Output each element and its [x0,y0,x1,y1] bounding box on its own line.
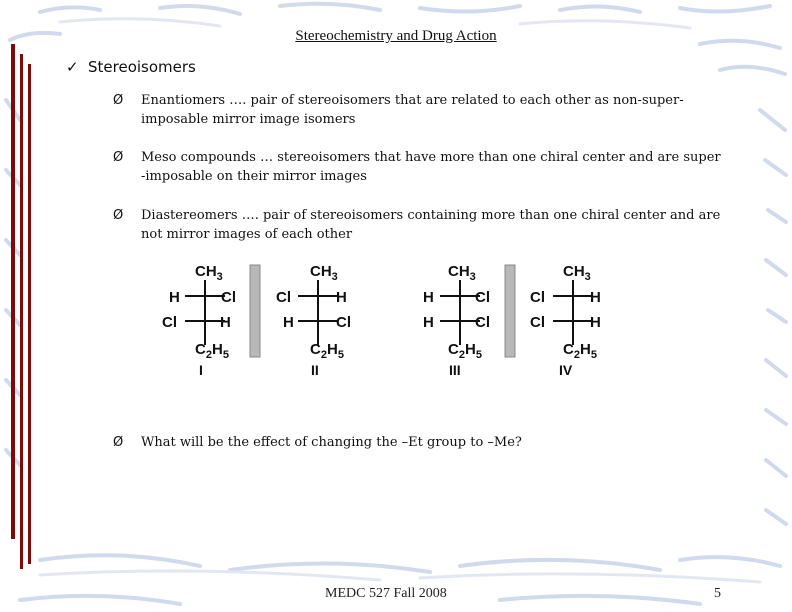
bottom-group: $C_2H_5$ [310,341,344,361]
bullet-line: imposable mirror image isomers [141,112,356,127]
substituent-left: Cl [530,289,545,306]
slide-title: Stereochemistry and Drug Action [295,28,497,44]
substituent-right: Cl [221,289,236,306]
structure-label: II [311,362,319,378]
bottom-group: $C_2H_5$ [448,341,482,361]
substituent-left: H [169,289,180,306]
bullet-line: Diastereomers …. pair of stereoisomers containing more than one chiral center and are [141,208,721,223]
substituent-left: Cl [276,289,291,306]
substituent-right: Cl [336,314,351,331]
substituent-right: H [336,289,347,306]
bullet-line: -imposable on their mirror images [141,169,367,184]
substituent-left: H [283,314,294,331]
structure-I [162,263,236,378]
structure-II [276,263,351,378]
arrow-bullet-icon: Ø [113,150,124,165]
top-group: $CH_3$ [310,263,338,283]
arrow-bullet-icon: Ø [113,435,124,450]
bullet-line: not mirror images of each other [141,227,353,242]
substituent-right: Cl [475,289,490,306]
substituent-right: H [220,314,231,331]
substituent-right: H [590,289,601,306]
substituent-left: Cl [162,314,177,331]
bottom-group: $C_2H_5$ [195,341,229,361]
top-group: $CH_3$ [448,263,476,283]
top-group: $CH_3$ [563,263,591,283]
bullet-line: Meso compounds … stereoisomers that have more than one chiral center and are super [141,150,721,165]
substituent-left: H [423,314,434,331]
page-number: 5 [714,586,721,601]
bottom-group: $C_2H_5$ [563,341,597,361]
mirror-plane-left [250,265,260,357]
substituent-left: Cl [530,314,545,331]
substituent-right: H [590,314,601,331]
section-heading-text: Stereoisomers [88,58,196,76]
top-group: $CH_3$ [195,263,223,283]
footer-course: MEDC 527 Fall 2008 [325,586,447,601]
arrow-bullet-icon: Ø [113,208,124,223]
bullet-line: Enantiomers …. pair of stereoisomers that are related to each other as non-super- [141,93,684,108]
substituent-right: Cl [475,314,490,331]
structure-label: I [199,362,203,378]
structure-III [423,263,490,378]
structure-label: III [449,362,461,378]
checkmark-icon: ✓ [66,58,79,76]
arrow-bullet-icon: Ø [113,93,124,108]
bullet-question [113,433,753,452]
structure-IV [530,263,601,378]
bullet-line: What will be the effect of changing the –Et group to –Me? [141,435,522,450]
mirror-plane-right [505,265,515,357]
structure-label: IV [559,362,573,378]
substituent-left: H [423,289,434,306]
